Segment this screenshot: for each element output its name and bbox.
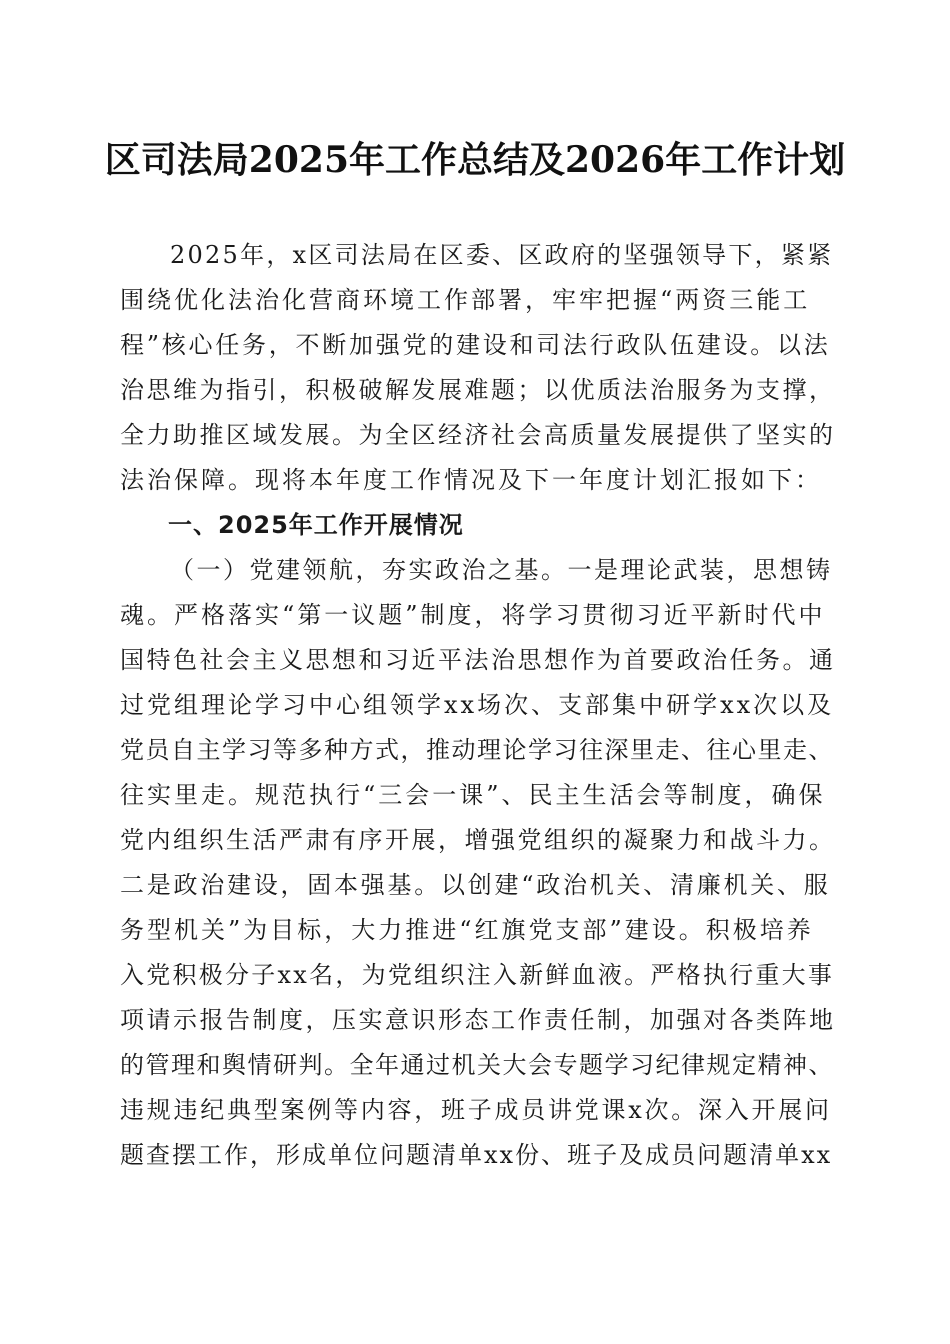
document-title: 区司法局2025年工作总结及2026年工作计划 — [104, 139, 846, 181]
paragraph-line: 程”核心任务，不断加强党的建设和司法行政队伍建设。以法 — [120, 331, 831, 359]
paragraph-line: 务型机关”为目标，大力推进“红旗党支部”建设。积极培养 — [120, 916, 814, 944]
paragraph-line: 违规违纪典型案例等内容，班子成员讲党课x次。深入开展问 — [120, 1096, 832, 1124]
paragraph-line: 题查摆工作，形成单位问题清单xx份、班子及成员问题清单xx — [120, 1141, 833, 1169]
paragraph-line: 党员自主学习等多种方式，推动理论学习往深里走、往心里走、 — [120, 736, 834, 764]
paragraph-line: 党内组织生活严肃有序开展，增强党组织的凝聚力和战斗力。 — [120, 826, 836, 854]
paragraph-line: 国特色社会主义思想和习近平法治思想作为首要政治任务。通 — [120, 646, 836, 674]
paragraph-line: 法治保障。现将本年度工作情况及下一年度计划汇报如下： — [120, 466, 822, 494]
paragraph-line: 入党积极分子xx名，为党组织注入新鲜血液。严格执行重大事 — [120, 961, 835, 989]
paragraph-line: 2025年，x区司法局在区委、区政府的坚强领导下，紧紧 — [170, 241, 834, 269]
paragraph-line: 治思维为指引，积极破解发展难题；以优质法治服务为支撑， — [120, 376, 836, 404]
paragraph-line: 项请示报告制度，压实意识形态工作责任制，加强对各类阵地 — [120, 1006, 836, 1034]
paragraph-line: 全力助推区域发展。为全区经济社会高质量发展提供了坚实的 — [120, 421, 836, 449]
paragraph-line: 二是政治建设，固本强基。以创建“政治机关、清廉机关、服 — [120, 871, 831, 899]
paragraph-line: 魂。严格落实“第一议题”制度，将学习贯彻习近平新时代中 — [120, 601, 826, 629]
paragraph-line: 的管理和舆情研判。全年通过机关大会专题学习纪律规定精神、 — [120, 1051, 834, 1079]
paragraph-line: 围绕优化法治化营商环境工作部署，牢牢把握“两资三能工 — [120, 286, 811, 314]
section-heading: 一、2025年工作开展情况 — [168, 511, 464, 539]
paragraph-line: （一）党建领航，夯实政治之基。一是理论武装，思想铸 — [170, 556, 833, 584]
paragraph-line: 往实里走。规范执行“三会一课”、民主生活会等制度，确保 — [120, 781, 826, 809]
paragraph-line: 过党组理论学习中心组领学xx场次、支部集中研学xx次以及 — [120, 691, 835, 719]
